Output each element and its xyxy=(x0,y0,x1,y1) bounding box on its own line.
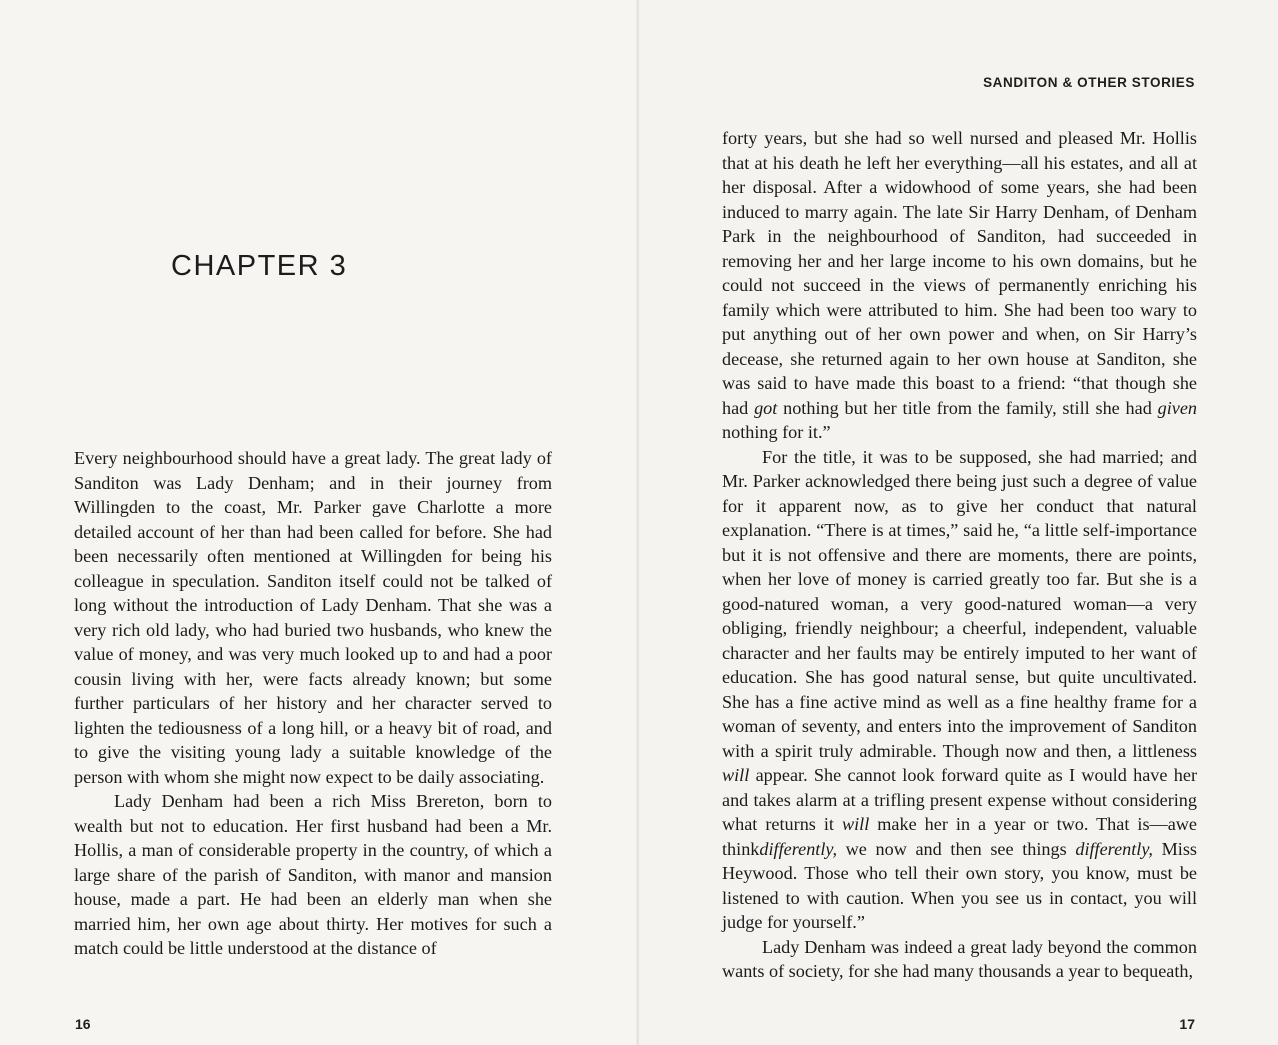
text-run: nothing but her title from the family, still she had xyxy=(777,397,1158,418)
right-page xyxy=(639,0,1278,1045)
paragraph: Lady Denham was indeed a great lady beyond the common wants of society, for she had many thousands a year to bequeath, xyxy=(722,936,1197,981)
left-page-body xyxy=(74,446,552,961)
paragraph xyxy=(722,445,1197,935)
text-run: nothing for it.” xyxy=(722,422,831,442)
italic-text: will xyxy=(841,814,870,834)
paragraph: Lady Denham had been a rich Miss Brereton, born to wealth but not to education. Her first husband had been a Mr. Hollis, a man of considerable property in the country, of which a large share of the parish of Sanditon, with manor and mansion house, made a part. He had been an elderly man when she married him, her own age about thirty. Her motives for such a match could be little understood at the distance of xyxy=(74,791,552,958)
right-page-body xyxy=(722,126,1197,984)
paragraph: Every neighbourhood should have a great lady. The great lady of Sanditon was Lady Denham; and in their journey from Willingden to the coast, Mr. Parker gave Charlotte a more detailed account of her than had been called for before. She had been necessarily often mentioned at Willingden for being his colleague in speculation. Sanditon itself could not be talked of long without the introduction of Lady Denham. That she was a very rich old lady, who had buried two husbands, who knew the value of money, and was very much looked up to and had a poor cousin living with her, were facts already known; but some further particulars of her history and her character served to lighten the tediousness of a long hill, or a heavy bit of road, and to give the visiting young lady a suitable knowledge of the person with whom she might now expect to be daily associating. xyxy=(74,448,552,787)
text-run: Miss Heywood. Those who tell their own story, you know, must be listened to with caution. When you see us in contact, you will judge for yourself.” xyxy=(722,838,1197,932)
text-run: forty years, but she had so well nursed and pleased Mr. Hollis that at his death he left her everything—all his estates, and all at her disposal. After a widowhood of some years, she had been induced to marry again. The late Sir Harry Denham, of Denham Park in the neighbourhood of Sanditon, had succeeded in removing her and her large income to his own domains, but he could not succeed in the views of permanently enriching his family which were attributed to him. She had been too wary to put anything out of her own power and when, on Sir Harry’s decease, she returned again to her own house at Sanditon, she was said to have made this boast to a friend: “that though she had xyxy=(722,128,1197,418)
italic-text: given xyxy=(1157,397,1197,418)
text-run: appear. She cannot look forward quite as I would have her and takes alarm at a trifling present expense without considering what returns it xyxy=(722,765,1197,834)
paragraph xyxy=(722,126,1197,445)
italic-text: got xyxy=(754,397,778,418)
italic-text: differently, xyxy=(759,838,838,859)
text-run: make her in a year or two. That is—awe think xyxy=(722,814,1198,859)
page-number: 17 xyxy=(1179,1016,1195,1032)
text-run: we now and then see things xyxy=(837,838,1076,859)
italic-text: differently, xyxy=(1075,838,1153,859)
page-number: 16 xyxy=(75,1016,91,1032)
text-run: For the title, it was to be supposed, she had married; and Mr. Parker acknowledged there being just such a degree of value for it apparent now, as to give her conduct that natural explanation. “There is at times,” said he, “a little self-importance but it is not offensive and there are moments, there are points, when her love of money is carried greatly too far. But she is a good-natured woman, a very good-natured woman—a very obliging, friendly neighbour; a cheerful, independent, valuable character and her faults may be entirely imputed to her want of education. She has good natural sense, but quite uncultivated. She has a fine active mind as well as a fine healthy frame for a woman of seventy, and enters into the improvement of Sanditon with a spirit truly admirable. Though now and then, a littleness xyxy=(722,446,1197,761)
running-head: SANDITON & OTHER STORIES xyxy=(983,75,1195,90)
italic-text: will xyxy=(722,765,750,785)
chapter-title: CHAPTER 3 xyxy=(171,250,348,282)
